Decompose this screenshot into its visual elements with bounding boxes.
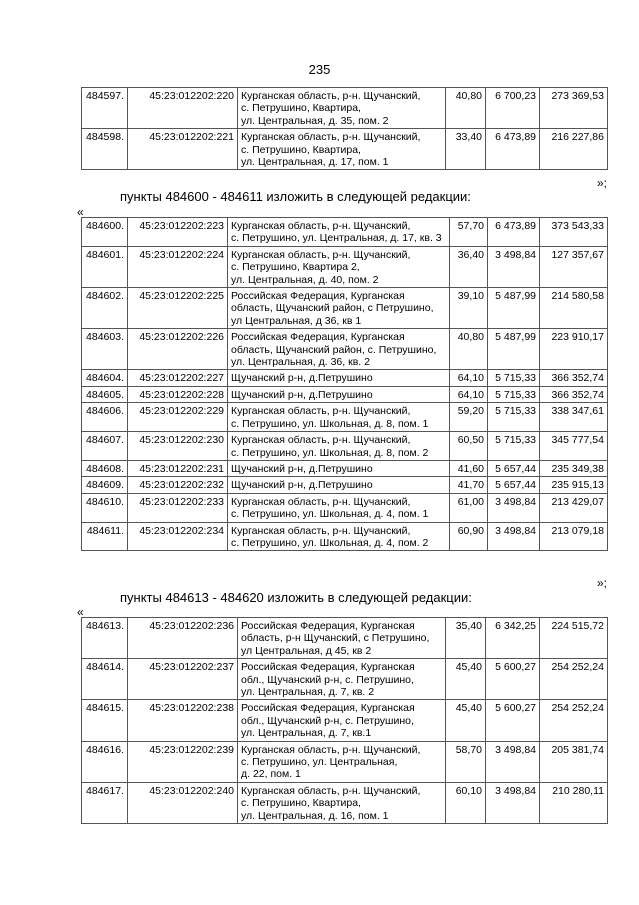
address-line: Российская Федерация, Курганская bbox=[241, 620, 415, 632]
address bbox=[228, 386, 450, 402]
total-value: 254 252,24 bbox=[540, 659, 608, 700]
cadastral-number: 45:23:012202:226 bbox=[128, 329, 228, 370]
address bbox=[228, 403, 450, 432]
area: 40,80 bbox=[446, 88, 486, 129]
total-value: 223 910,17 bbox=[540, 329, 608, 370]
address-line: Курганская область, р-н. Щучанский, bbox=[241, 90, 421, 102]
total-value: 127 357,67 bbox=[540, 246, 608, 287]
address-line: Щучанский р-н, д.Петрушино bbox=[231, 372, 373, 385]
row-number: 484615. bbox=[82, 700, 128, 741]
price-per-unit: 3 498,84 bbox=[486, 741, 540, 782]
area: 64,10 bbox=[450, 386, 488, 402]
row-number: 484598. bbox=[82, 129, 128, 170]
price-per-unit: 3 498,84 bbox=[486, 782, 540, 823]
area: 60,90 bbox=[450, 522, 488, 551]
row-number: 484608. bbox=[82, 460, 128, 476]
address-line: ул Центральная, д 36, кв 1 bbox=[231, 314, 362, 327]
price-per-unit: 5 657,44 bbox=[488, 477, 540, 493]
area: 58,70 bbox=[446, 741, 486, 782]
row-number: 484597. bbox=[82, 88, 128, 129]
total-value: 345 777,54 bbox=[540, 432, 608, 461]
price-per-unit: 6 473,89 bbox=[486, 129, 540, 170]
address-line: область, р-н Щучанский, с Петрушино, bbox=[241, 632, 430, 645]
price-per-unit: 6 342,25 bbox=[486, 618, 540, 659]
address-line: Курганская область, р-н. Щучанский, bbox=[241, 784, 421, 797]
row-number: 484611. bbox=[82, 522, 128, 551]
address-line: ул. Центральная, д. 7, кв.1 bbox=[241, 727, 372, 740]
address bbox=[238, 88, 446, 129]
area: 41,70 bbox=[450, 477, 488, 493]
address-line: д. 22, пом. 1 bbox=[241, 768, 301, 781]
address-line: с. Петрушино, Квартира 2, bbox=[231, 261, 360, 274]
cadastral-number: 45:23:012202:233 bbox=[128, 493, 228, 522]
price-per-unit: 5 487,99 bbox=[488, 288, 540, 329]
area: 57,70 bbox=[450, 218, 488, 247]
address-line: Курганская область, р-н. Щучанский, bbox=[231, 248, 411, 261]
closing-quote: »; bbox=[596, 576, 607, 590]
address-line: Российская Федерация, Курганская bbox=[231, 290, 405, 303]
address bbox=[228, 522, 450, 551]
table-row bbox=[82, 246, 608, 287]
address bbox=[238, 129, 446, 170]
row-number: 484607. bbox=[82, 432, 128, 461]
address bbox=[238, 618, 446, 659]
total-value: 224 515,72 bbox=[540, 618, 608, 659]
address bbox=[228, 432, 450, 461]
price-per-unit: 5 600,27 bbox=[486, 700, 540, 741]
area: 59,20 bbox=[450, 403, 488, 432]
cadastral-number: 45:23:012202:232 bbox=[128, 477, 228, 493]
total-value: 213 079,18 bbox=[540, 522, 608, 551]
address-line: Курганская область, р-н. Щучанский, bbox=[231, 220, 411, 232]
address-line: ул. Центральная, д. 16, пом. 1 bbox=[241, 809, 389, 822]
address-line: ул Центральная, д 45, кв 2 bbox=[241, 644, 372, 657]
row-number: 484605. bbox=[82, 386, 128, 402]
area: 60,50 bbox=[450, 432, 488, 461]
table-row bbox=[82, 618, 608, 659]
table-row bbox=[82, 370, 608, 386]
closing-quote: »; bbox=[596, 176, 607, 190]
row-number: 484602. bbox=[82, 288, 128, 329]
address-line: с. Петрушино, ул. Школьная, д. 8, пом. 1 bbox=[231, 417, 429, 430]
total-value: 216 227,86 bbox=[540, 129, 608, 170]
total-value: 213 429,07 bbox=[540, 493, 608, 522]
cadastral-number: 45:23:012202:236 bbox=[128, 618, 238, 659]
address bbox=[238, 782, 446, 823]
address bbox=[228, 288, 450, 329]
table-row bbox=[82, 522, 608, 551]
address-line: Курганская область, р-н. Щучанский, bbox=[241, 743, 421, 756]
area: 41,60 bbox=[450, 460, 488, 476]
row-number: 484616. bbox=[82, 741, 128, 782]
address-line: Российская Федерация, Курганская bbox=[241, 661, 415, 674]
area: 35,40 bbox=[446, 618, 486, 659]
address bbox=[228, 477, 450, 493]
area: 60,10 bbox=[446, 782, 486, 823]
address bbox=[228, 329, 450, 370]
opening-quote: « bbox=[77, 605, 84, 619]
row-number: 484604. bbox=[82, 370, 128, 386]
address-line: обл., Щучанский р-н, с. Петрушино, bbox=[241, 714, 414, 727]
address-line: Щучанский р-н, д.Петрушино bbox=[231, 479, 373, 492]
table-row bbox=[82, 741, 608, 782]
address bbox=[228, 246, 450, 287]
price-per-unit: 6 700,23 bbox=[486, 88, 540, 129]
table-row bbox=[82, 477, 608, 493]
row-number: 484606. bbox=[82, 403, 128, 432]
cadastral-number: 45:23:012202:230 bbox=[128, 432, 228, 461]
table-row bbox=[82, 329, 608, 370]
table-row bbox=[82, 218, 608, 247]
total-value: 235 349,38 bbox=[540, 460, 608, 476]
price-per-unit: 5 487,99 bbox=[488, 329, 540, 370]
table-row bbox=[82, 659, 608, 700]
area: 64,10 bbox=[450, 370, 488, 386]
cadastral-number: 45:23:012202:240 bbox=[128, 782, 238, 823]
address bbox=[238, 700, 446, 741]
total-value: 366 352,74 bbox=[540, 370, 608, 386]
opening-quote: « bbox=[77, 205, 84, 219]
address bbox=[238, 659, 446, 700]
table-row bbox=[82, 288, 608, 329]
address bbox=[228, 218, 450, 247]
address-line: область, Щучанский район, с. Петрушино, bbox=[231, 343, 437, 356]
cadastral-number: 45:23:012202:238 bbox=[128, 700, 238, 741]
address-line: с. Петрушино, ул. Центральная, bbox=[241, 756, 398, 769]
cadastral-number: 45:23:012202:229 bbox=[128, 403, 228, 432]
total-value: 205 381,74 bbox=[540, 741, 608, 782]
address-line: Курганская область, р-н. Щучанский, bbox=[241, 131, 421, 144]
row-number: 484603. bbox=[82, 329, 128, 370]
registry-table-1 bbox=[81, 87, 608, 170]
row-number: 484610. bbox=[82, 493, 128, 522]
cadastral-number: 45:23:012202:227 bbox=[128, 370, 228, 386]
address-line: Щучанский р-н, д.Петрушино bbox=[231, 388, 373, 401]
address bbox=[238, 741, 446, 782]
area: 40,80 bbox=[450, 329, 488, 370]
price-per-unit: 5 715,33 bbox=[488, 370, 540, 386]
row-number: 484617. bbox=[82, 782, 128, 823]
area: 61,00 bbox=[450, 493, 488, 522]
area: 36,40 bbox=[450, 246, 488, 287]
cadastral-number: 45:23:012202:234 bbox=[128, 522, 228, 551]
area: 45,40 bbox=[446, 659, 486, 700]
total-value: 338 347,61 bbox=[540, 403, 608, 432]
address-line: с. Петрушино, ул. Школьная, д. 4, пом. 2 bbox=[231, 536, 429, 549]
price-per-unit: 5 715,33 bbox=[488, 432, 540, 461]
cadastral-number: 45:23:012202:224 bbox=[128, 246, 228, 287]
cadastral-number: 45:23:012202:239 bbox=[128, 741, 238, 782]
row-number: 484614. bbox=[82, 659, 128, 700]
price-per-unit: 5 715,33 bbox=[488, 386, 540, 402]
address-line: с. Петрушино, Квартира, bbox=[241, 143, 361, 156]
price-per-unit: 5 715,33 bbox=[488, 403, 540, 432]
total-value: 366 352,74 bbox=[540, 386, 608, 402]
table-row bbox=[82, 782, 608, 823]
address-line: Российская Федерация, Курганская bbox=[241, 702, 415, 715]
address-line: с. Петрушино, Квартира, bbox=[241, 797, 361, 810]
address-line: Курганская область, р-н. Щучанский, bbox=[231, 405, 411, 418]
total-value: 235 915,13 bbox=[540, 477, 608, 493]
registry-table-3 bbox=[81, 617, 608, 824]
address-line: ул. Центральная, д. 35, пом. 2 bbox=[241, 114, 389, 127]
table-row bbox=[82, 386, 608, 402]
address-line: обл., Щучанский р-н, с. Петрушино, bbox=[241, 673, 414, 686]
row-number: 484600. bbox=[82, 218, 128, 247]
address-line: с. Петрушино, ул. Центральная, д. 17, кв. 3 bbox=[231, 232, 442, 245]
address-line: с. Петрушино, ул. Школьная, д. 4, пом. 1 bbox=[231, 508, 429, 521]
address bbox=[228, 493, 450, 522]
address bbox=[228, 460, 450, 476]
cadastral-number: 45:23:012202:225 bbox=[128, 288, 228, 329]
table-row bbox=[82, 432, 608, 461]
price-per-unit: 3 498,84 bbox=[488, 246, 540, 287]
price-per-unit: 3 498,84 bbox=[488, 522, 540, 551]
amendment-instruction: пункты 484613 - 484620 изложить в следующей редакции: bbox=[120, 590, 472, 605]
total-value: 210 280,11 bbox=[540, 782, 608, 823]
address-line: ул. Центральная, д. 36, кв. 2 bbox=[231, 356, 370, 369]
price-per-unit: 3 498,84 bbox=[488, 493, 540, 522]
address-line: Курганская область, р-н. Щучанский, bbox=[231, 495, 411, 508]
price-per-unit: 5 657,44 bbox=[488, 460, 540, 476]
page-number: 235 bbox=[308, 62, 331, 77]
address-line: Курганская область, р-н. Щучанский, bbox=[231, 434, 411, 447]
address-line: ул. Центральная, д. 40, пом. 2 bbox=[231, 273, 379, 286]
address bbox=[228, 370, 450, 386]
total-value: 273 369,53 bbox=[540, 88, 608, 129]
area: 33,40 bbox=[446, 129, 486, 170]
area: 45,40 bbox=[446, 700, 486, 741]
cadastral-number: 45:23:012202:231 bbox=[128, 460, 228, 476]
address-line: с. Петрушино, ул. Школьная, д. 8, пом. 2 bbox=[231, 446, 429, 459]
registry-table-2 bbox=[81, 217, 608, 551]
address-line: с. Петрушино, Квартира, bbox=[241, 102, 361, 115]
total-value: 254 252,24 bbox=[540, 700, 608, 741]
row-number: 484601. bbox=[82, 246, 128, 287]
table-row bbox=[82, 88, 608, 129]
row-number: 484613. bbox=[82, 618, 128, 659]
cadastral-number: 45:23:012202:237 bbox=[128, 659, 238, 700]
address-line: Щучанский р-н, д.Петрушино bbox=[231, 462, 373, 475]
cadastral-number: 45:23:012202:223 bbox=[128, 218, 228, 247]
price-per-unit: 6 473,89 bbox=[488, 218, 540, 247]
address-line: область, Щучанский район, с Петрушино, bbox=[231, 302, 434, 315]
cadastral-number: 45:23:012202:220 bbox=[128, 88, 238, 129]
address-line: Российская Федерация, Курганская bbox=[231, 331, 405, 344]
table-row bbox=[82, 129, 608, 170]
amendment-instruction: пункты 484600 - 484611 изложить в следующей редакции: bbox=[120, 189, 471, 204]
total-value: 214 580,58 bbox=[540, 288, 608, 329]
table-row bbox=[82, 460, 608, 476]
table-row bbox=[82, 700, 608, 741]
address-line: ул. Центральная, д. 7, кв. 2 bbox=[241, 686, 375, 699]
address-line: Курганская область, р-н. Щучанский, bbox=[231, 524, 411, 537]
cadastral-number: 45:23:012202:221 bbox=[128, 129, 238, 170]
area: 39,10 bbox=[450, 288, 488, 329]
table-row bbox=[82, 403, 608, 432]
address-line: ул. Центральная, д. 17, пом. 1 bbox=[241, 156, 389, 169]
total-value: 373 543,33 bbox=[540, 218, 608, 247]
cadastral-number: 45:23:012202:228 bbox=[128, 386, 228, 402]
table-row bbox=[82, 493, 608, 522]
row-number: 484609. bbox=[82, 477, 128, 493]
price-per-unit: 5 600,27 bbox=[486, 659, 540, 700]
